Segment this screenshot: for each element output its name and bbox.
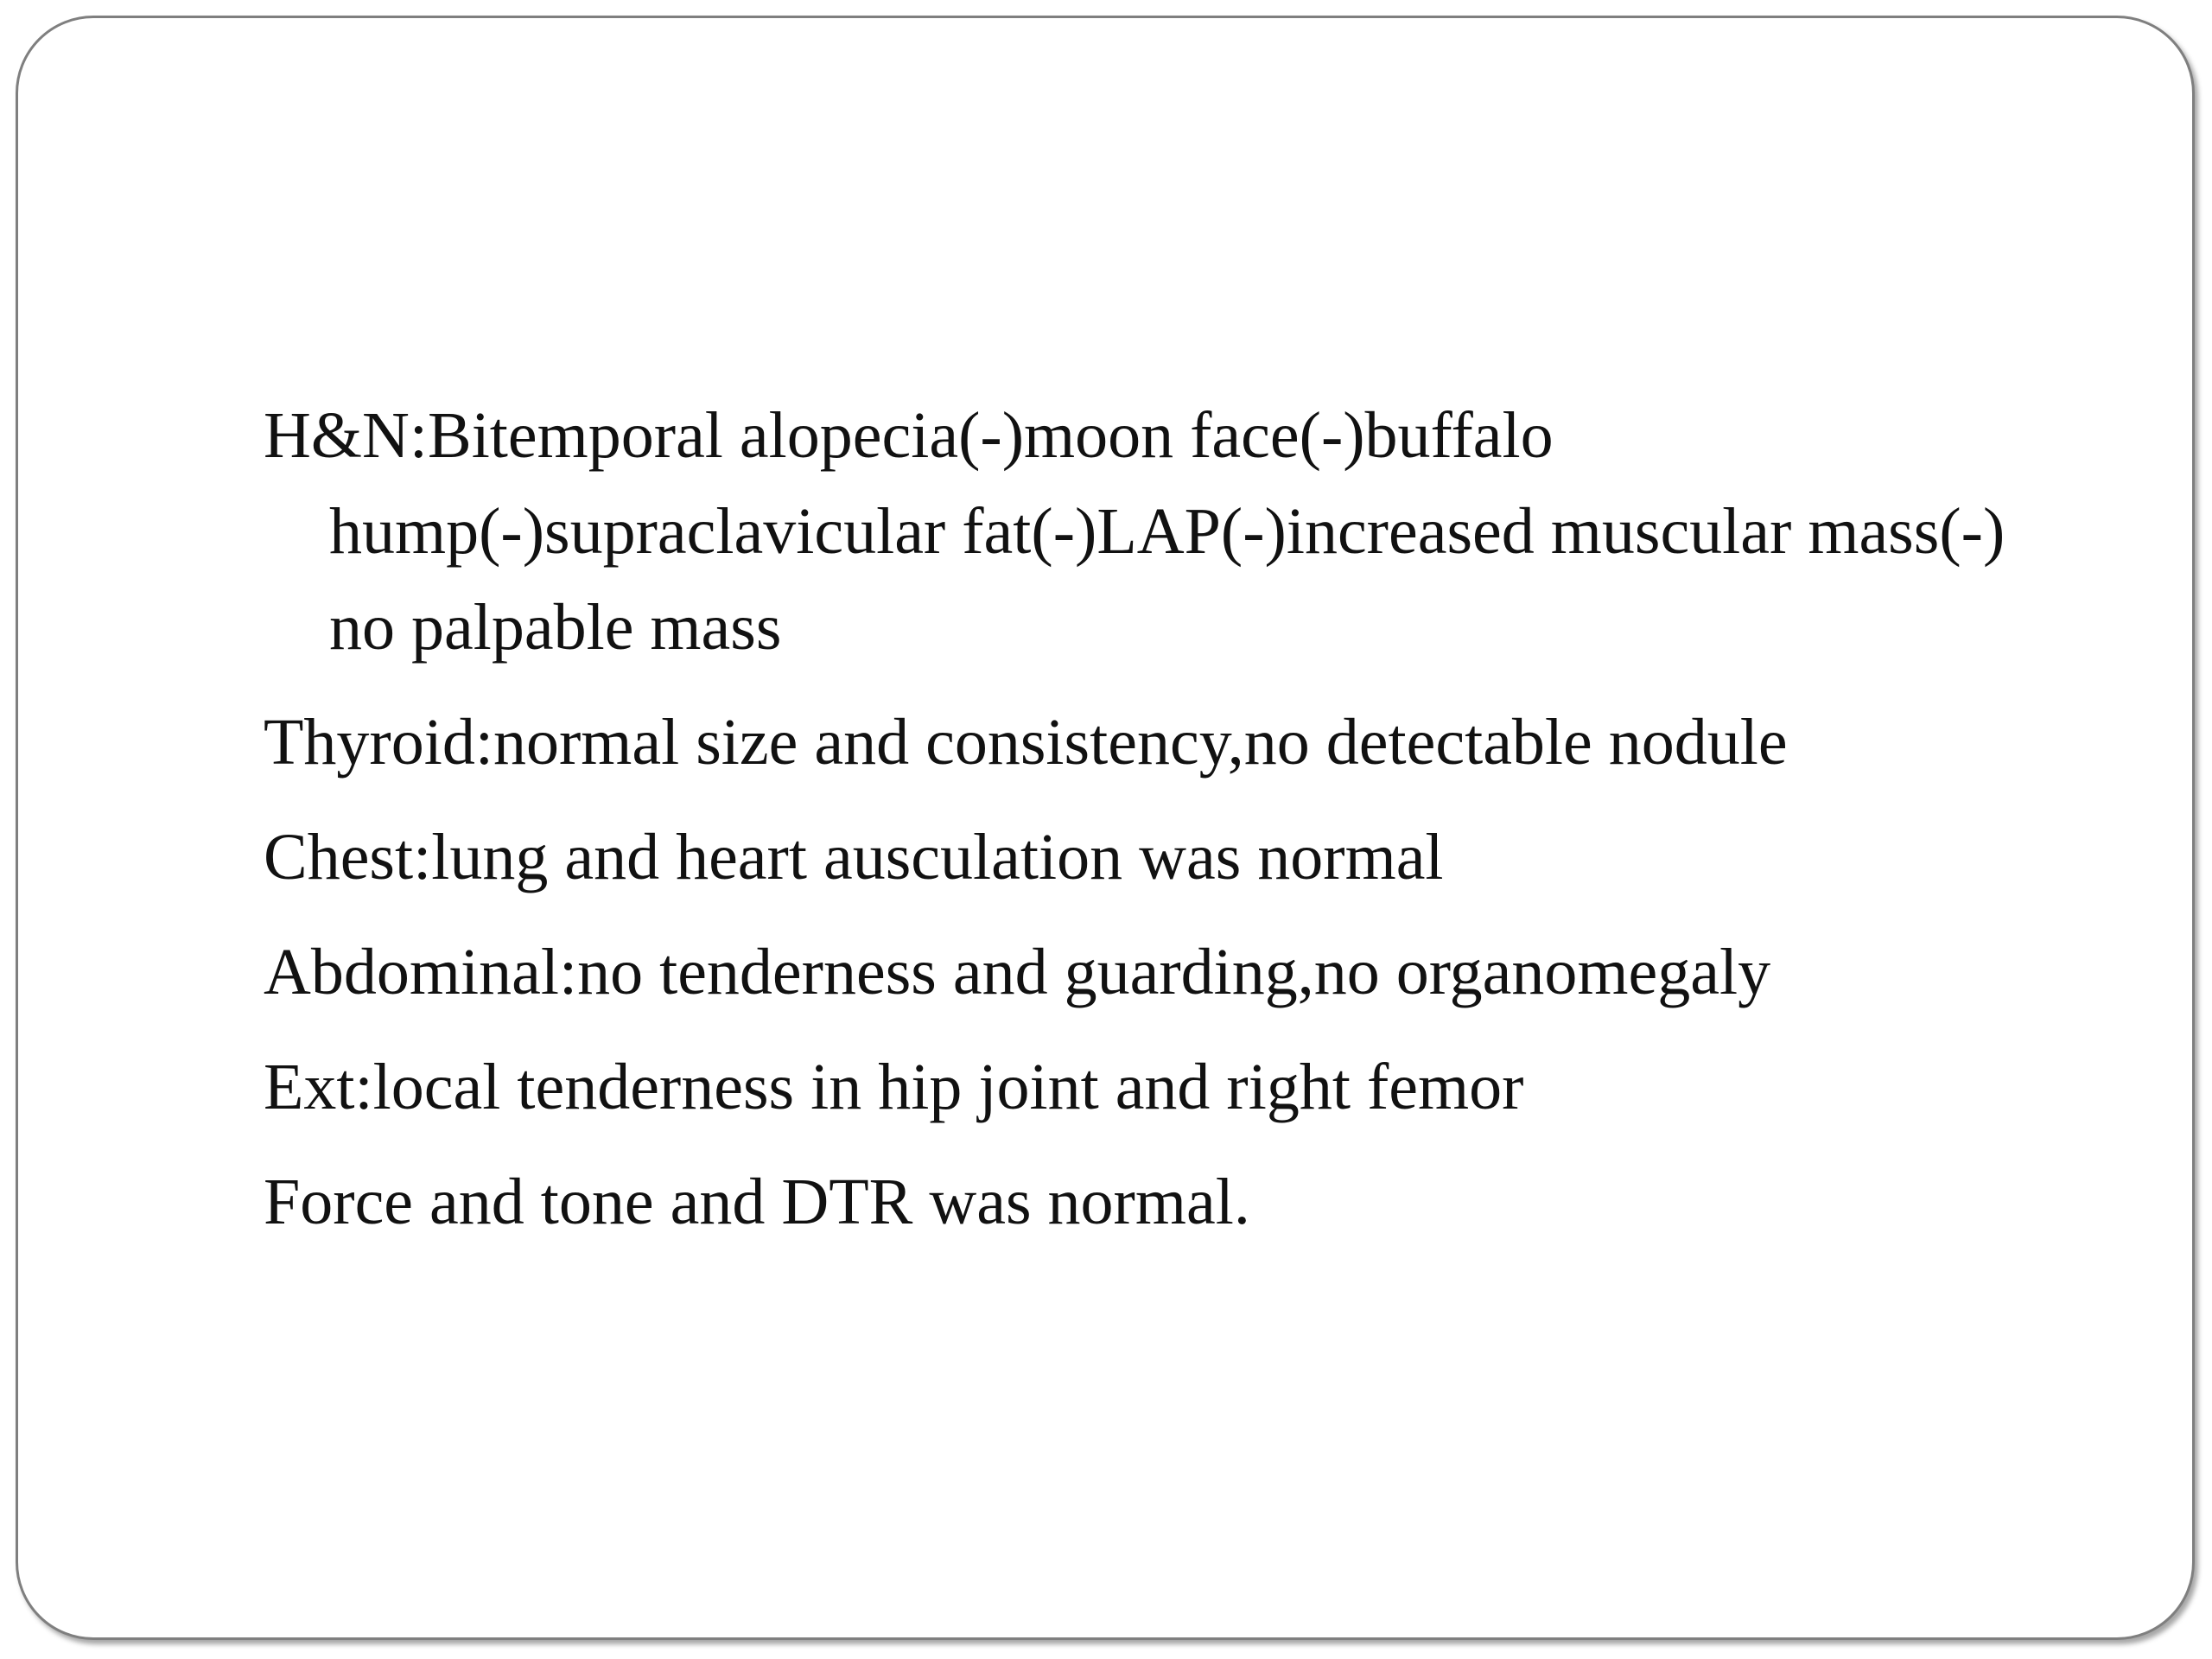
paragraph-head-neck: H&N:Bitemporal alopecia(-)moon face(-)buffalo hump(-)supraclavicular fat(-)LAP(-)increased muscular mass(-) no palpable mass bbox=[264, 399, 2005, 664]
paragraph-thyroid: Thyroid:normal size and consistency,no detectable nodule bbox=[264, 706, 1788, 779]
paragraph-chest: Chest:lung and heart ausculation was normal bbox=[264, 821, 1444, 893]
slide-frame bbox=[16, 16, 2195, 1640]
paragraph-extremities: Ext:local tenderness in hip joint and right femor bbox=[264, 1051, 1524, 1123]
paragraph-abdominal: Abdominal:no tenderness and guarding,no organomegaly bbox=[264, 936, 1771, 1008]
paragraph-neuro: Force and tone and DTR was normal. bbox=[264, 1166, 1250, 1238]
slide-body bbox=[264, 388, 2061, 1269]
